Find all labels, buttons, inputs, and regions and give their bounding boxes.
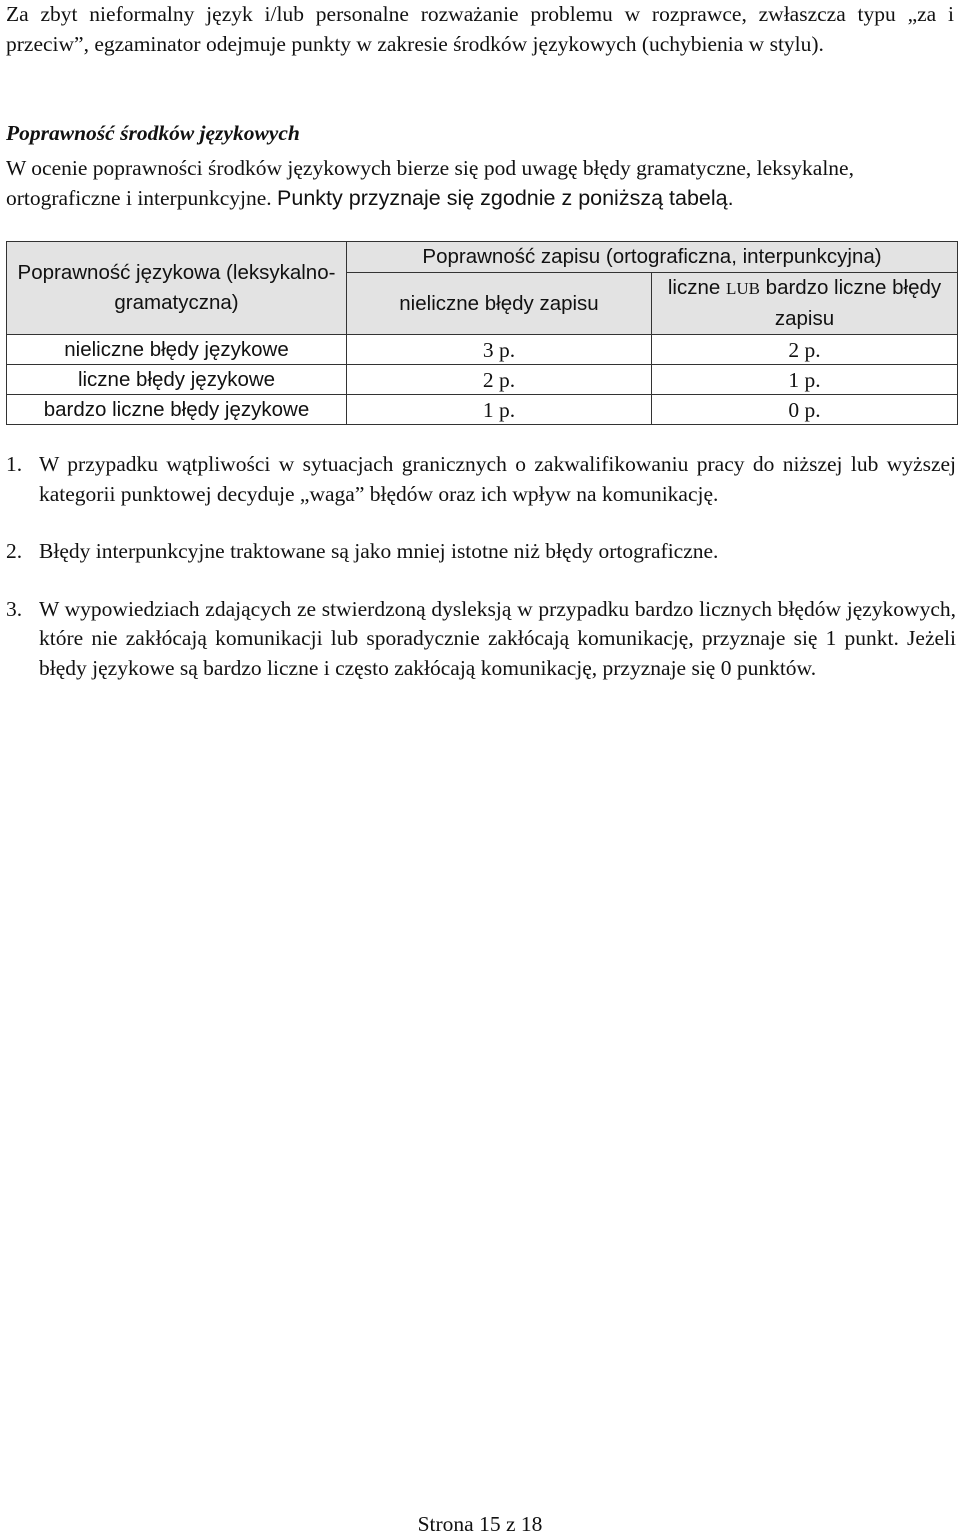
col2-header-text-b: bardzo liczne błędy zapisu — [759, 276, 942, 330]
table-row-label: bardzo liczne błędy językowe — [7, 395, 347, 425]
notes-list — [6, 450, 956, 711]
table-row — [7, 395, 958, 425]
table-row — [7, 335, 958, 365]
note-item — [6, 595, 956, 684]
table-group-header: Poprawność zapisu (ortograficzna, interpunkcyjna) — [347, 242, 958, 273]
note-number: 3. — [6, 596, 23, 621]
scoring-table — [6, 241, 958, 425]
table-cell-score: 1 p. — [347, 395, 652, 425]
section-body-table-reference: Punkty przyznaje się zgodnie z poniższą tabelą. — [277, 186, 734, 210]
note-text: W przypadku wątpliwości w sytuacjach granicznych o zakwalifikowaniu pracy do niższej lub wyższej kategorii punktowej decyduje „waga” błędów oraz ich wpływ na komunikację. — [39, 452, 956, 506]
table-corner-header: Poprawność językowa (leksykalno-gramatyczna) — [7, 242, 347, 335]
table-cell-score: 0 p. — [652, 395, 958, 425]
col2-header-text-a: liczne — [667, 276, 726, 299]
note-item — [6, 537, 956, 567]
table-row — [7, 365, 958, 395]
section-body-text: W ocenie poprawności środków językowych bierze się pod uwagę błędy gramatyczne, leksykalne, ortograficzne i interpunkcyjne. — [6, 156, 854, 210]
page-number-footer: Strona 15 z 18 — [417, 1512, 543, 1536]
note-text: W wypowiedziach zdających ze stwierdzoną dysleksją w przypadku bardzo licznych błędów językowych, które nie zakłócają komunikacji lub sporadycznie zakłócają komunikację, przyznaje się 1 punkt. Jeżeli błędy językowe są bardzo liczne i często zakłócają komunikację, przyznaje się 0 punktów. — [39, 596, 956, 680]
table-cell-score: 2 p. — [347, 365, 652, 395]
table-cell-score: 1 p. — [652, 365, 958, 395]
table-col2-header — [652, 273, 958, 335]
note-number: 2. — [6, 539, 23, 563]
section-heading: Poprawność środków językowych — [6, 121, 300, 145]
table-header-row — [7, 242, 958, 273]
table-cell-score: 3 p. — [347, 335, 652, 365]
table-row-label: liczne błędy językowe — [7, 365, 347, 395]
note-number: 1. — [6, 452, 23, 476]
table-cell-score: 2 p. — [652, 335, 958, 365]
col2-header-lub: LUB — [725, 279, 760, 298]
table-col1-header: nieliczne błędy zapisu — [347, 273, 652, 335]
note-item — [6, 450, 956, 509]
table-row-label: nieliczne błędy językowe — [7, 335, 347, 365]
intro-paragraph: Za zbyt nieformalny język i/lub personalne rozważanie problemu w rozprawce, zwłaszcza typu „za i przeciw”, egzaminator odejmuje punkty w zakresie środków językowych (uchybienia w stylu). — [6, 2, 954, 56]
section-body — [6, 153, 954, 213]
note-text: Błędy interpunkcyjne traktowane są jako mniej istotne niż błędy ortograficzne. — [39, 539, 719, 563]
